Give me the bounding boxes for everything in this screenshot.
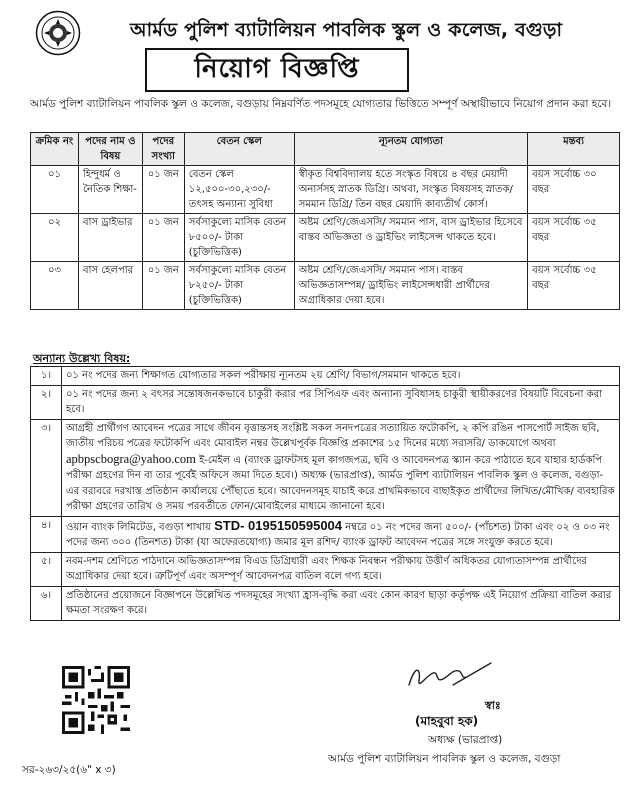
row-qualification: অষ্টম শ্রেণি/জেএসসি/ সমমান পাস, বাস ড্রাইভার হিসেবে বাস্তব অভিজ্ঞতা ও ড্রাইভিং লাইসেন্স থাকতে হবে। <box>294 214 527 262</box>
row-remarks: বয়স সর্বোচ্চ ৩৫ বছর <box>528 262 620 310</box>
other-notes-title: অন্যান্য উল্লেখ্য বিষয়: <box>33 352 131 365</box>
row-remarks: বয়স সর্বোচ্চ ৩০ বছর <box>528 166 620 214</box>
list-item <box>31 367 620 386</box>
row-salary: সর্বসাকুল্যে মাসিক বেতন ৮৫০০/- টাকা (চুক্তিভিত্তিক) <box>184 214 294 262</box>
note-text: প্রতিষ্ঠানের প্রয়োজনে বিজ্ঞাপনে উল্লেখিত পদসমূহের সংখ্যা হ্রাস-বৃদ্ধি করা এবং কোন কারণ ছাড়া কর্তৃপক্ষ এই নিয়োগ প্রক্রিয়া বাতিল করার ক্ষমতা সংরক্ষণ করে। <box>62 586 620 620</box>
signatory-organization: আর্মড পুলিশ ব্যাটালিয়ন পাবলিক স্কুল ও কলেজ, বগুড়া <box>328 753 561 765</box>
row-remarks: বয়স সর্বোচ্চ ৩৫ বছর <box>528 214 620 262</box>
note-text: ০১ নং পদের জন্য ২ বৎসর সন্তোষজনকভাবে চাকুরী করার পর সিপিএফ এবং অন্যান্য সুবিধাসহ চাকুরী স্থায়ীকরণের বিষয়টি বিবেচনা করা হবে। <box>62 385 620 419</box>
school-logo-icon <box>35 10 81 56</box>
header <box>30 8 630 92</box>
note-number: ৬। <box>31 586 62 620</box>
note-text-after: নম্বরে ০১ নং পদের জন্য ৫০০/- (পাঁচশত) টাকা এবং ০২ ও ০৩ নং পদের জন্য ৩০০ (তিনশত) টাকা (যা অফেরতযোগ্য) জমার মূল রশিদ/ ব্যাংক ড্রাফট আবেদন পত্রের সঙ্গে সংযুক্ত করতে হবে। <box>66 521 610 548</box>
row-serial: ০১ <box>31 166 79 214</box>
signatory-designation: অধ্যক্ষ (ভারপ্রাপ্ত) <box>428 734 503 746</box>
header-qualification: ন্যূনতম যোগ্যতা <box>294 133 527 166</box>
row-post: হিন্দুধর্ম ও নৈতিক শিক্ষা- <box>78 166 142 214</box>
table-row <box>31 262 620 310</box>
bank-account-number: STD- 0195150595004 <box>214 517 343 533</box>
list-item <box>31 552 620 586</box>
row-salary: বেতন স্কেল ১২,৫০০-৩০,২৩০/- তৎসহ অন্যান্য সুবিধা <box>184 166 294 214</box>
table-row <box>31 166 620 214</box>
note-text-before: আগ্রহী প্রার্থীগণ আবেদন পত্রের সাথে জীবন বৃত্তান্তসহ সংশ্লিষ্ট সকল সনদপত্রের সত্যায়িত ফটোকপি, ২ কপি রঙিন পাসপোর্ট সাইজ ছবি, জাতীয় পরিচয় পত্রের ফটোকপি এবং মোবাইল নম্বর উল্লেখপূর্বক বিজ্ঞপ্তি প্রকাশের ১৫ দিনের মধ্যে সরাসরি/ ডাকযোগে অথবা <box>66 422 600 449</box>
signature-mark <box>405 655 495 695</box>
row-count: ০১ জন <box>142 262 184 310</box>
note-text-after: ই-মেইল এ (ব্যাংক ড্রাফটসহ মূল কাগজপত্র, ছবি ও আবেদনপত্র স্ক্যান করে পাঠাতে হবে যাহার হার্ডকপি পরীক্ষা গ্রহণের দিন বা তার পূর্বেই অফিসে জমা দিতে হবে।) অধ্যক্ষ (ভারপ্রাপ্ত), আর্মড পুলিশ ব্যাটালিয়ন পাবলিক স্কুল ও কলেজ, বগুড়া-এর বরাবরে দরখাস্ত প্রতিষ্ঠান কার্যালয়ে পৌঁছাতে হবে। আবেদনসমূহ যাচাই করে প্রাথমিকভাবে বাছাইকৃত প্রার্থীদের লিখিত/মৌখিক/ ব্যবহারিক পরীক্ষা গ্রহণের তারিখ ও সময় পরবর্তীতে ফোন/মোবাইলের মাধ্যমে জানানো হবে। <box>66 454 615 512</box>
row-count: ০১ জন <box>142 214 184 262</box>
header-post: পদের নাম ও বিষয় <box>78 133 142 166</box>
row-qualification: অষ্টম শ্রেণি/জেএসসি/ সমমান পাস। বাস্তব অভিজ্ঞতাসম্পন্ন/ ড্রাইভিং লাইসেন্সধারী প্রার্থীদের অগ্রাধিকার দেয়া হবে। <box>294 262 527 310</box>
signature-label: স্বাঃ <box>485 699 501 712</box>
note-number: ৩। <box>31 419 62 516</box>
notice-title: নিয়োগ বিজ্ঞপ্তি <box>145 48 409 92</box>
row-qualification: স্বীকৃত বিশ্ববিদ্যালয় হতে সংস্কৃত বিষয়ে ৪ বছর মেয়াদী অনার্সসহ স্নাতক ডিগ্রি। অথবা, সংস্কৃত বিষয়সহ স্নাতক/ সমমান ডিগ্রি/ তিন বছর মেয়াদি কাব্যতীর্থ কোর্স। <box>294 166 527 214</box>
qr-code-icon <box>62 666 130 734</box>
header-count: পদের সংখ্যা <box>142 133 184 166</box>
school-name: আর্মড পুলিশ ব্যাটালিয়ন পাবলিক স্কুল ও কলেজ, বগুড়া <box>130 19 563 41</box>
table-header-row <box>31 133 620 166</box>
list-item <box>31 586 620 620</box>
row-serial: ০৩ <box>31 262 79 310</box>
row-count: ০১ জন <box>142 166 184 214</box>
header-serial: ক্রমিক নং <box>31 133 79 166</box>
note-number: ৪। <box>31 516 62 552</box>
note-text <box>62 516 620 552</box>
note-number: ১। <box>31 367 62 386</box>
row-post: বাস হেলপার <box>78 262 142 310</box>
note-text: নবম-দশম শ্রেণিতে পাঠদানে অভিজ্ঞতাসম্পন্ন বিএড ডিগ্রিধারী এবং শিক্ষক নিবন্ধন পরীক্ষায় উত্তীর্ণ অধিকতর যোগ্যতাসম্পন্ন প্রার্থীদের অগ্রাধিকার দেয়া হবে। ত্রুটিপূর্ণ এবং অসম্পূর্ণ আবেদনপত্র বাতিল বলে গণ্য হবে। <box>62 552 620 586</box>
row-serial: ০২ <box>31 214 79 262</box>
header-salary: বেতন স্কেল <box>184 133 294 166</box>
posts-table <box>30 132 620 310</box>
intro-paragraph: আর্মড পুলিশ ব্যাটালিয়ন পাবলিক স্কুল ও কলেজ, বগুড়ায় নিম্নবর্ণিত পদসমূহে যোগ্যতার ভিত্তিতে সম্পূর্ণ অস্থায়ীভাবে নিয়োগ প্রদান করা হবে। <box>30 98 612 110</box>
other-notes-list <box>30 366 620 621</box>
note-number: ২। <box>31 385 62 419</box>
signatory-name: (মাহবুবা হক) <box>415 714 479 728</box>
list-item <box>31 385 620 419</box>
row-salary: সর্বসাকুল্যে মাসিক বেতন ৮২৫০/- টাকা (চুক্তিভিত্তিক) <box>184 262 294 310</box>
reference-number: সর-২৬৩/২৫(৬" x ৩) <box>22 764 116 776</box>
email-address: apbpscbogra@yahoo.com <box>66 451 196 466</box>
header-remarks: মন্তব্য <box>528 133 620 166</box>
note-text-before: ওয়ান ব্যাংক লিমিটেড, বগুড়া শাখায় <box>66 521 211 533</box>
table-row <box>31 214 620 262</box>
list-item <box>31 419 620 516</box>
row-post: বাস ড্রাইভার <box>78 214 142 262</box>
note-text: ০১ নং পদের জন্য শিক্ষাগত যোগ্যতার সকল পরীক্ষায় ন্যূনতম ২য় শ্রেণি/ বিভাগ/সমমান থাকতে হবে। <box>62 367 620 386</box>
note-text <box>62 419 620 516</box>
note-number: ৫। <box>31 552 62 586</box>
list-item <box>31 516 620 552</box>
